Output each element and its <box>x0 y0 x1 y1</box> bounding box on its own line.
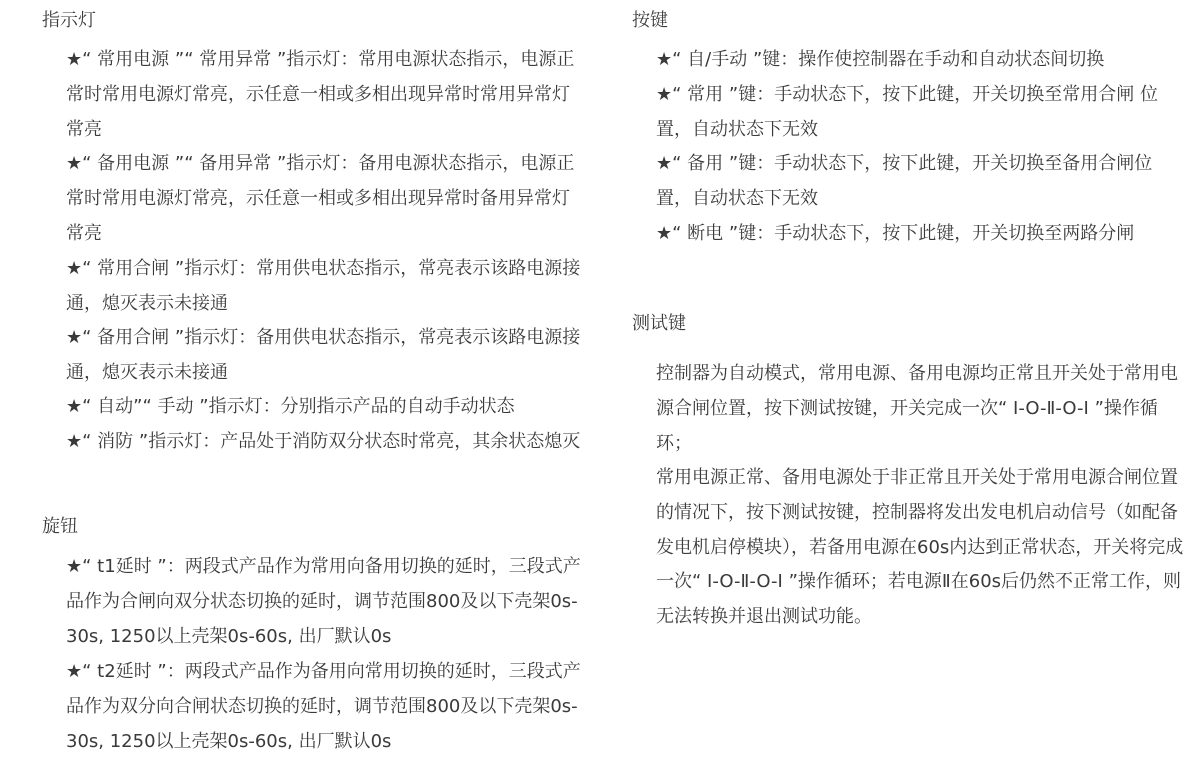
key-item-off: ★“ 断电 ”键：手动状态下，按下此键，开关切换至两路分闸 <box>656 223 1135 244</box>
indicator-item-5: ★“ 自动”“ 手动 ”指示灯：分别指示产品的自动手动状态 <box>66 396 515 417</box>
indicator-item-3: ★“ 常用合闸 ”指示灯：常用供电状态指示，常亮表示该路电源接通，熄灭表示未接通 <box>66 258 581 314</box>
knobs-heading: 旋钮 <box>42 516 78 537</box>
key-item-backup: ★“ 备用 ”键：手动状态下，按下此键，开关切换至备用合闸位置，自动状态下无效 <box>656 153 1153 209</box>
key-item-normal: ★“ 常用 ”键：手动状态下，按下此键，开关切换至常用合闸 位置，自动状态下无效 <box>656 84 1158 140</box>
indicator-item-6: ★“ 消防 ”指示灯：产品处于消防双分状态时常亮，其余状态熄灭 <box>66 431 581 452</box>
knob-item-t1: ★“ t1延时 ”：两段式产品作为常用向备用切换的延时，三段式产品作为合闸向双分状态切换的延时，调节范围800及以下壳架0s-30s, 1250以上壳架0s-60s, 出厂默认0s <box>66 556 581 647</box>
indicators-heading: 指示灯 <box>42 10 96 31</box>
indicator-item-2: ★“ 备用电源 ”“ 备用异常 ”指示灯：备用电源状态指示，电源正常时常用电源灯常亮，示任意一相或多相出现异常时备用异常灯常亮 <box>66 153 575 244</box>
indicator-item-4: ★“ 备用合闸 ”指示灯：备用供电状态指示，常亮表示该路电源接通，熄灭表示未接通 <box>66 327 581 383</box>
test-paragraph-2: 常用电源正常、备用电源处于非正常且开关处于常用电源合闸位置的情况下，按下测试按键，控制器将发出发电机启动信号（如配备发电机启停模块），若备用电源在60s内达到正常状态，开关将完成一次“ Ⅰ-O-Ⅱ-O-Ⅰ ”操作循环；若电源Ⅱ在60s后仍然不正常工作，则无法转换并退出测试功能。 <box>656 467 1184 628</box>
keys-heading: 按键 <box>632 10 668 31</box>
knob-item-t2: ★“ t2延时 ”：两段式产品作为备用向常用切换的延时，三段式产品作为双分向合闸状态切换的延时，调节范围800及以下壳架0s-30s, 1250以上壳架0s-60s, 出厂默认0s <box>66 661 581 752</box>
indicator-item-1: ★“ 常用电源 ”“ 常用异常 ”指示灯：常用电源状态指示，电源正常时常用电源灯常亮，示任意一相或多相出现异常时常用异常灯常亮 <box>66 49 575 140</box>
test-heading: 测试键 <box>632 313 686 334</box>
key-item-auto-manual: ★“ 自/手动 ”键：操作使控制器在手动和自动状态间切换 <box>656 49 1105 70</box>
test-paragraph-1: 控制器为自动模式，常用电源、备用电源均正常且开关处于常用电源合闸位置，按下测试按键，开关完成一次“ Ⅰ-O-Ⅱ-O-Ⅰ ”操作循环； <box>656 363 1178 454</box>
